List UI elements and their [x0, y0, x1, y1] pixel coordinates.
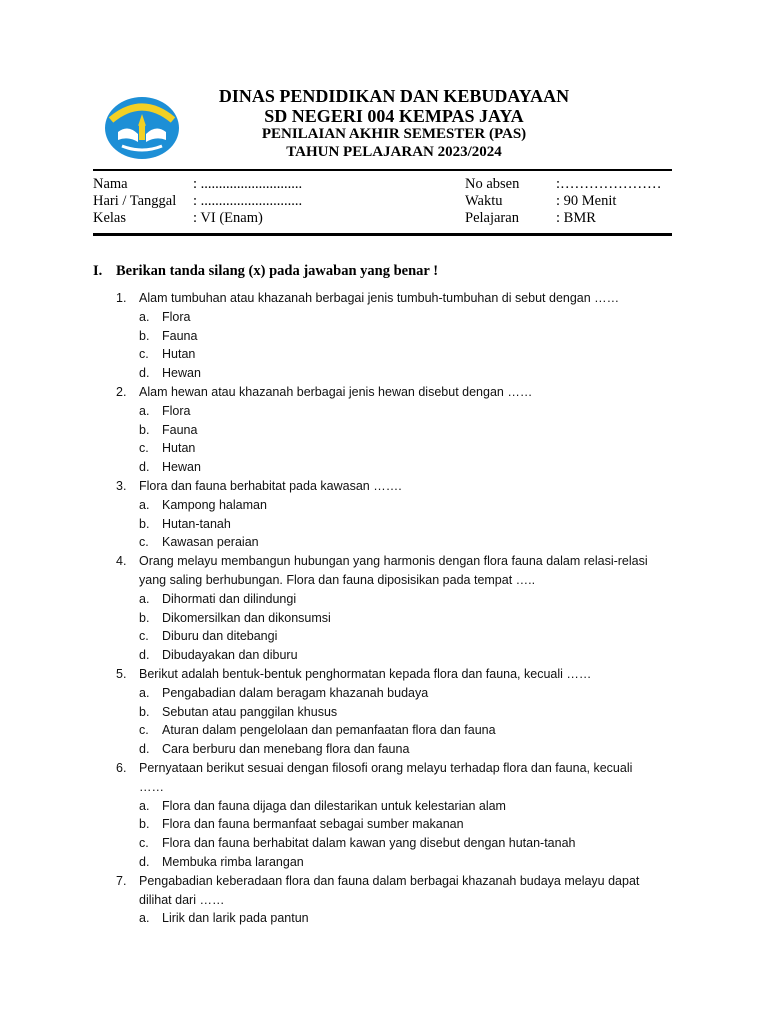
- question-text: Orang melayu membangun hubungan yang harmonis dengan flora fauna dalam relasi-relasi: [139, 554, 648, 569]
- option-letter: a.: [139, 403, 150, 418]
- option-letter: a.: [139, 591, 150, 606]
- header-divider-bottom: [93, 233, 672, 236]
- option-letter: a.: [139, 685, 150, 700]
- kelas-value: : VI (Enam): [193, 210, 263, 226]
- option-text: Flora dan fauna dijaga dan dilestarikan untuk kelestarian alam: [162, 798, 506, 813]
- option-text: Flora: [162, 403, 191, 418]
- option-letter: a.: [139, 798, 150, 813]
- option-letter: d.: [139, 460, 150, 475]
- option-text: Dikomersilkan dan dikonsumsi: [162, 610, 331, 625]
- option-text: Diburu dan ditebangi: [162, 629, 278, 644]
- question-number: 1.: [116, 291, 127, 305]
- question-text: Berikut adalah bentuk-bentuk penghormatan kepada flora dan fauna, kecuali ……: [139, 667, 592, 681]
- exam-title: PENILAIAN AKHIR SEMESTER (PAS): [261, 126, 527, 142]
- option-letter: c.: [139, 441, 149, 456]
- pelajaran-value: : BMR: [556, 210, 596, 226]
- option-text: Flora dan fauna berhabitat dalam kawan yang disebut dengan hutan-tanah: [162, 836, 576, 851]
- option-text: Kampong halaman: [162, 497, 267, 512]
- kelas-label: Kelas: [93, 210, 127, 226]
- option-text: Dihormati dan dilindungi: [162, 591, 297, 606]
- waktu-label: Waktu: [465, 193, 503, 209]
- question-number: 6.: [116, 761, 127, 775]
- hari-label: Hari / Tanggal: [93, 193, 177, 209]
- option-text: Hutan-tanah: [162, 516, 231, 531]
- school-year: TAHUN PELAJARAN 2023/2024: [286, 144, 502, 160]
- pelajaran-label: Pelajaran: [465, 210, 519, 226]
- question-text: Pernyataan berikut sesuai dengan filosofi orang melayu terhadap flora dan fauna, kecuali: [139, 761, 633, 775]
- option-letter: a.: [139, 497, 150, 512]
- option-letter: d.: [139, 855, 150, 869]
- option-text: Kawasan peraian: [162, 535, 259, 550]
- option-text: Pengabadian dalam beragam khazanah budaya: [162, 685, 429, 700]
- option-text: Aturan dalam pengelolaan dan pemanfaatan flora dan fauna: [162, 723, 496, 738]
- option-text: Dibudayakan dan diburu: [162, 648, 298, 663]
- question-number: 4.: [116, 554, 127, 569]
- option-text: Flora: [162, 309, 191, 324]
- question-number: 2.: [116, 385, 127, 399]
- option-letter: b.: [139, 516, 150, 531]
- option-text: Hewan: [162, 366, 201, 381]
- option-letter: b.: [139, 610, 150, 625]
- question-text: ……: [139, 779, 164, 794]
- option-letter: c.: [139, 535, 149, 550]
- option-letter: b.: [139, 817, 150, 832]
- option-letter: c.: [139, 629, 149, 644]
- option-letter: c.: [139, 836, 149, 851]
- option-text: Hutan: [162, 441, 196, 456]
- option-text: Hutan: [162, 347, 196, 362]
- hari-field[interactable]: : ............................: [193, 193, 303, 209]
- option-letter: d.: [139, 648, 150, 663]
- absen-field[interactable]: :…………………: [556, 176, 662, 192]
- question-text: Alam tumbuhan atau khazanah berbagai jenis tumbuh-tumbuhan di sebut dengan ……: [139, 291, 620, 305]
- question-number: 7.: [116, 873, 127, 888]
- option-letter: a.: [139, 911, 150, 926]
- option-letter: b.: [139, 328, 150, 343]
- option-letter: c.: [139, 347, 149, 362]
- section-instruction: Berikan tanda silang (x) pada jawaban yang benar !: [116, 263, 439, 279]
- option-text: Hewan: [162, 460, 201, 475]
- option-letter: d.: [139, 366, 150, 381]
- header-divider-top: [93, 169, 672, 171]
- question-text: Flora dan fauna berhabitat pada kawasan …….: [139, 479, 402, 493]
- nama-label: Nama: [93, 176, 128, 192]
- option-text: Fauna: [162, 422, 198, 437]
- option-letter: b.: [139, 422, 150, 437]
- section-number: I.: [93, 263, 103, 279]
- option-text: Lirik dan larik pada pantun: [162, 911, 309, 926]
- option-text: Cara berburu dan menebang flora dan fauna: [162, 742, 410, 757]
- option-text: Membuka rimba larangan: [162, 855, 304, 869]
- waktu-value: : 90 Menit: [556, 193, 617, 209]
- option-letter: b.: [139, 704, 150, 719]
- option-text: Sebutan atau panggilan khusus: [162, 704, 338, 719]
- absen-label: No absen: [465, 176, 520, 192]
- question-text: Alam hewan atau khazanah berbagai jenis hewan disebut dengan ……: [139, 385, 533, 399]
- option-letter: d.: [139, 742, 150, 757]
- question-text: Pengabadian keberadaan flora dan fauna dalam berbagai khazanah budaya melayu dapat: [139, 873, 640, 888]
- option-letter: a.: [139, 309, 150, 324]
- option-text: Flora dan fauna bermanfaat sebagai sumber makanan: [162, 817, 464, 832]
- option-text: Fauna: [162, 328, 198, 343]
- question-number: 3.: [116, 479, 127, 493]
- question-text: dilihat dari ……: [139, 892, 225, 907]
- nama-field[interactable]: : ............................: [193, 176, 303, 192]
- school-name: SD NEGERI 004 KEMPAS JAYA: [264, 106, 524, 126]
- option-letter: c.: [139, 723, 149, 738]
- office-title: DINAS PENDIDIKAN DAN KEBUDAYAAN: [218, 86, 570, 106]
- question-number: 5.: [116, 667, 127, 681]
- question-text: yang saling berhubungan. Flora dan fauna diposisikan pada tempat …..: [139, 573, 536, 587]
